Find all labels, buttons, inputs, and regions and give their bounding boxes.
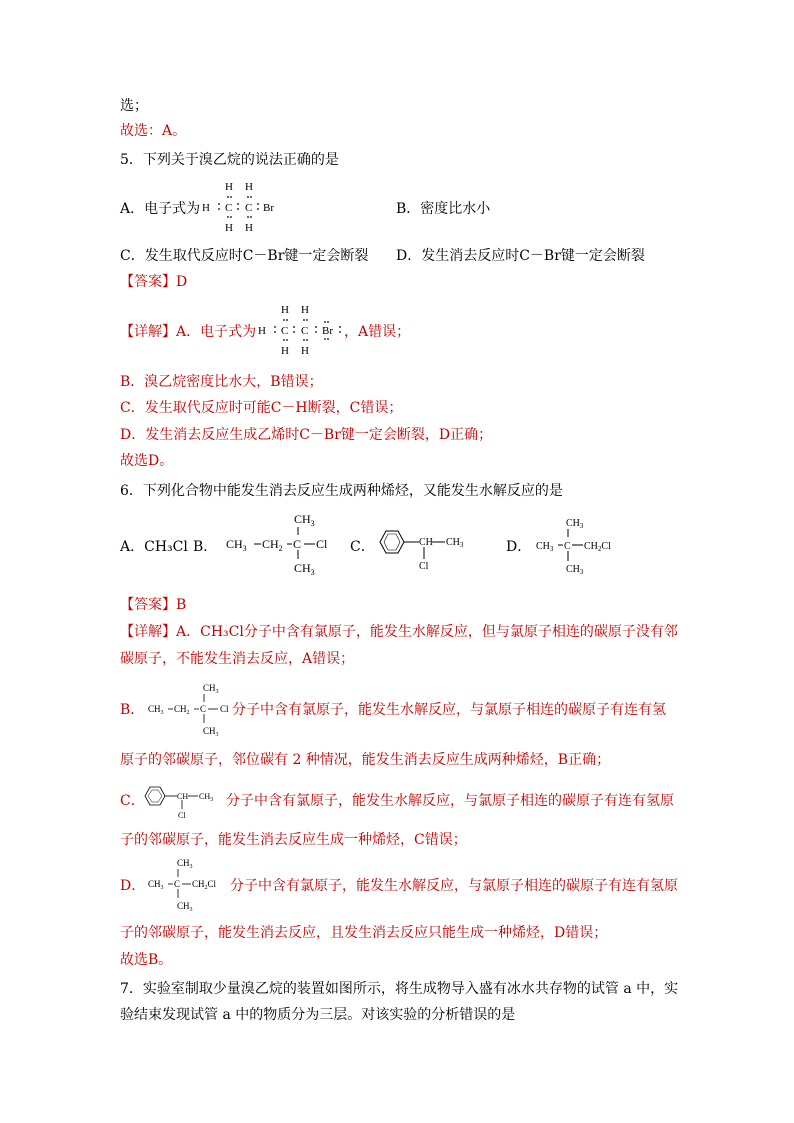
svg-text:CH3: $CH_3$ bbox=[566, 564, 584, 576]
c-atom: C bbox=[281, 325, 289, 337]
svg-text:CH3: $CH_3$ bbox=[566, 518, 584, 530]
q5-detail-c: C．发生取代反应时可能C－H断裂，C错误； bbox=[120, 400, 403, 416]
q6-detail-b-text: 分子中含有氯原子，能发生水解反应，与氯原子相连的碳原子有连有氢 bbox=[232, 702, 666, 718]
q6-conclusion: 故选B。 bbox=[120, 952, 173, 968]
h-atom: H bbox=[245, 222, 253, 234]
br-atom: Br bbox=[322, 325, 333, 337]
h-atom: H bbox=[258, 325, 266, 337]
text-line: 选； bbox=[120, 98, 148, 114]
svg-text:CH2Cl: $CH_2Cl$ bbox=[192, 879, 217, 891]
q5-option-d: D．发生消去反应时C－Br键一定会断裂 bbox=[396, 248, 645, 264]
svg-text:CH: CH bbox=[419, 537, 433, 548]
q5-detail-electron-formula bbox=[256, 303, 356, 359]
q6-detail-a-line2: 碳原子，不能发生消去反应，A错误； bbox=[120, 651, 355, 667]
q5-detail-a-suffix: ，A错误； bbox=[344, 324, 411, 340]
br-atom: Br bbox=[263, 202, 274, 214]
svg-text:CH3: $CH_3$ bbox=[203, 683, 219, 695]
q5-option-c: C．发生取代反应时C－Br键一定会断裂 bbox=[120, 248, 369, 264]
h-atom: H bbox=[301, 304, 309, 316]
svg-text:CH3: $CH_3$ bbox=[177, 858, 193, 870]
h-atom: H bbox=[225, 181, 233, 193]
q6-detail-d-structure bbox=[148, 857, 238, 913]
question-5-stem: 5．下列关于溴乙烷的说法正确的是 bbox=[120, 152, 339, 168]
q6-detail-c-line2: 子的邻碳原子，能发生消去反应生成一种烯烃，C错误； bbox=[120, 832, 467, 848]
q5-detail-b: B．溴乙烷密度比水大，B错误； bbox=[120, 374, 323, 390]
q6-option-a: A．CH₃Cl bbox=[120, 539, 188, 555]
svg-text:C: C bbox=[564, 541, 571, 552]
c-atom: C bbox=[245, 202, 253, 214]
h-atom: H bbox=[245, 181, 253, 193]
q5-conclusion: 故选D。 bbox=[120, 453, 174, 469]
svg-text:C: C bbox=[174, 879, 181, 889]
svg-text:CH3: $CH_3$ bbox=[203, 726, 219, 738]
svg-text:CH2Cl: $CH_2Cl$ bbox=[584, 541, 611, 553]
svg-text:Cl: Cl bbox=[419, 561, 429, 572]
svg-text:CH3: $CH_3$ bbox=[536, 541, 554, 553]
q5-detail-d: D．发生消去反应生成乙烯时C－Br键一定会断裂，D正确； bbox=[120, 427, 493, 443]
c-atom: C bbox=[301, 325, 309, 337]
svg-text:CH3: $CH_3$ bbox=[148, 704, 164, 716]
h-atom: H bbox=[202, 202, 210, 214]
q6-detail-b-line2: 原子的邻碳原子，邻位碳有 2 种情况，能发生消去反应生成两种烯烃，B正确； bbox=[120, 752, 611, 768]
q6-detail-c-structure bbox=[140, 783, 230, 823]
q6-option-b-label: B． bbox=[193, 539, 218, 555]
q5-detail-a: 【详解】A．电子式为 bbox=[120, 324, 257, 340]
conclusion-line bbox=[120, 121, 186, 141]
svg-text:CH3: $CH_3$ bbox=[294, 512, 315, 528]
q6-detail-c-label: C． bbox=[120, 793, 145, 809]
svg-text:CH3: $CH_3$ bbox=[446, 537, 464, 549]
q6-detail-d-line2: 子的邻碳原子，能发生消去反应，且发生消去反应只能生成一种烯烃，D错误； bbox=[120, 925, 608, 941]
question-6-stem: 6．下列化合物中能发生消去反应生成两种烯烃，又能发生水解反应的是 bbox=[120, 483, 563, 499]
h-atom: H bbox=[281, 304, 289, 316]
svg-text:CH2: $CH_2$ bbox=[262, 537, 283, 553]
q6-option-d-structure bbox=[536, 516, 646, 576]
conclusion-text: 故选：A。 bbox=[120, 123, 187, 139]
q5-option-b: B．密度比水小 bbox=[396, 201, 491, 217]
svg-text:C: C bbox=[293, 537, 302, 551]
svg-text:CH: CH bbox=[177, 792, 189, 801]
h-atom: H bbox=[225, 222, 233, 234]
svg-text:CH3: $CH_3$ bbox=[148, 879, 164, 891]
q5-electron-formula bbox=[200, 180, 290, 236]
q6-detail-b-label: B． bbox=[120, 702, 145, 718]
q6-option-c-structure bbox=[372, 523, 472, 573]
q6-detail-c-text: 分子中含有氯原子，能发生水解反应，与氯原子相连的碳原子有连有氢原 bbox=[226, 793, 674, 809]
svg-text:C: C bbox=[200, 704, 207, 714]
q6-answer: 【答案】B bbox=[120, 597, 187, 613]
svg-text:CH3: $CH_3$ bbox=[226, 537, 247, 553]
svg-text:Cl: Cl bbox=[220, 704, 229, 714]
svg-text:CH2: $CH_2$ bbox=[174, 704, 190, 716]
q5-answer: 【答案】D bbox=[120, 274, 188, 290]
svg-text:CH3: $CH_3$ bbox=[177, 901, 193, 913]
q6-option-b-structure bbox=[226, 512, 346, 578]
c-atom: C bbox=[225, 202, 233, 214]
q6-detail-d-text: 分子中含有氯原子，能发生水解反应，与氯原子相连的碳原子有连有氢原 bbox=[230, 878, 678, 894]
question-7-stem-line1: 7．实验室制取少量溴乙烷的装置如图所示，将生成物导入盛有冰水共存物的试管 a 中，实 bbox=[120, 981, 679, 997]
q6-detail-d-label: D． bbox=[120, 878, 146, 894]
h-atom: H bbox=[301, 345, 309, 357]
q5-option-a: A．电子式为 bbox=[120, 201, 201, 217]
h-atom: H bbox=[281, 345, 289, 357]
q6-detail-b-structure bbox=[148, 682, 238, 738]
svg-text:Cl: Cl bbox=[316, 537, 328, 551]
svg-text:CH3: $CH_3$ bbox=[199, 792, 214, 803]
question-7-stem-line2: 验结束发现试管 a 中的物质分为三层。对该实验的分析错误的是 bbox=[120, 1007, 516, 1023]
q6-detail-a-line1: 【详解】A．CH₃Cl分子中含有氯原子，能发生水解反应，但与氯原子相连的碳原子没有邻 bbox=[120, 624, 678, 640]
svg-text:CH3: $CH_3$ bbox=[294, 561, 315, 577]
q6-option-c-label: C． bbox=[350, 539, 375, 555]
q6-option-d-label: D． bbox=[506, 539, 532, 555]
svg-text:Cl: Cl bbox=[178, 811, 186, 820]
